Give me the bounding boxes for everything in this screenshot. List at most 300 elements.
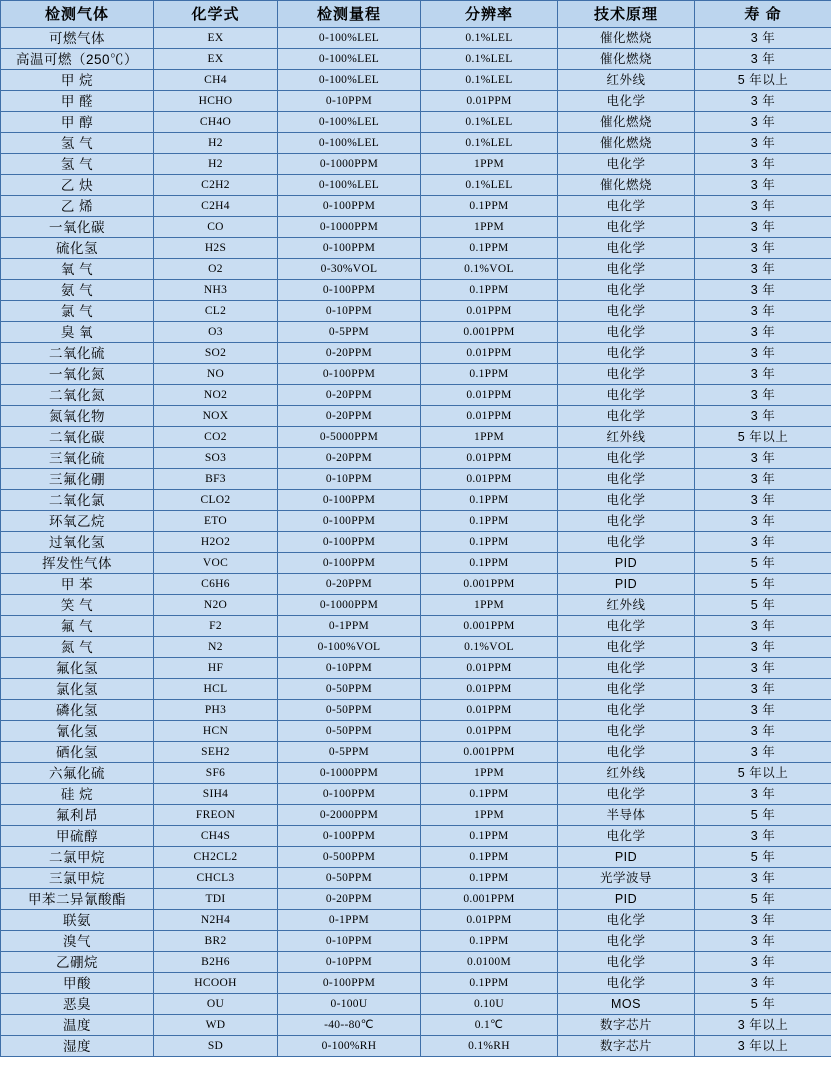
cell-resolution: 0.01PPM	[421, 700, 558, 721]
cell-formula: CO2	[154, 427, 278, 448]
cell-lifetime: 3 年	[695, 280, 831, 301]
table-row	[1, 994, 831, 1015]
cell-resolution: 0.1PPM	[421, 238, 558, 259]
cell-range: 0-1PPM	[278, 616, 421, 637]
cell-principle: 电化学	[558, 91, 695, 112]
cell-lifetime: 5 年	[695, 553, 831, 574]
cell-principle: 电化学	[558, 700, 695, 721]
cell-formula: HF	[154, 658, 278, 679]
cell-principle: 电化学	[558, 280, 695, 301]
cell-resolution: 0.001PPM	[421, 889, 558, 910]
cell-range: 0-20PPM	[278, 343, 421, 364]
table-row	[1, 658, 831, 679]
cell-principle: 红外线	[558, 427, 695, 448]
cell-resolution: 0.1PPM	[421, 553, 558, 574]
table-row	[1, 637, 831, 658]
cell-lifetime: 3 年	[695, 217, 831, 238]
cell-range: 0-5PPM	[278, 322, 421, 343]
table-row	[1, 448, 831, 469]
table-row	[1, 973, 831, 994]
cell-principle: 催化燃烧	[558, 49, 695, 70]
cell-lifetime: 3 年	[695, 322, 831, 343]
cell-formula: OU	[154, 994, 278, 1015]
cell-formula: SD	[154, 1036, 278, 1057]
cell-range: 0-100PPM	[278, 553, 421, 574]
cell-resolution: 0.10U	[421, 994, 558, 1015]
cell-gas: 高温可燃（250℃）	[1, 49, 154, 70]
cell-resolution: 0.1PPM	[421, 511, 558, 532]
cell-gas: 过氧化氢	[1, 532, 154, 553]
cell-gas: 氯 气	[1, 301, 154, 322]
cell-principle: 红外线	[558, 763, 695, 784]
cell-lifetime: 5 年	[695, 574, 831, 595]
table-row	[1, 217, 831, 238]
cell-gas: 氮 气	[1, 637, 154, 658]
table-row	[1, 154, 831, 175]
cell-principle: 电化学	[558, 679, 695, 700]
cell-lifetime: 3 年	[695, 343, 831, 364]
cell-formula: C6H6	[154, 574, 278, 595]
cell-lifetime: 3 年	[695, 658, 831, 679]
cell-lifetime: 3 年	[695, 469, 831, 490]
cell-lifetime: 5 年	[695, 994, 831, 1015]
cell-lifetime: 3 年	[695, 742, 831, 763]
cell-lifetime: 3 年	[695, 364, 831, 385]
cell-gas: 氢 气	[1, 133, 154, 154]
cell-formula: NH3	[154, 280, 278, 301]
cell-principle: 电化学	[558, 259, 695, 280]
cell-resolution: 0.001PPM	[421, 574, 558, 595]
cell-formula: VOC	[154, 553, 278, 574]
table-row	[1, 784, 831, 805]
table-row	[1, 826, 831, 847]
cell-resolution: 0.1PPM	[421, 826, 558, 847]
cell-lifetime: 3 年	[695, 259, 831, 280]
cell-resolution: 0.0100M	[421, 952, 558, 973]
cell-range: 0-1PPM	[278, 910, 421, 931]
table-row	[1, 910, 831, 931]
cell-lifetime: 3 年	[695, 511, 831, 532]
cell-formula: HCN	[154, 721, 278, 742]
cell-gas: 甲 醛	[1, 91, 154, 112]
cell-lifetime: 3 年	[695, 868, 831, 889]
cell-lifetime: 3 年	[695, 448, 831, 469]
cell-gas: 氨 气	[1, 280, 154, 301]
cell-resolution: 0.1%LEL	[421, 28, 558, 49]
cell-range: 0-5PPM	[278, 742, 421, 763]
cell-formula: NOX	[154, 406, 278, 427]
cell-formula: H2	[154, 133, 278, 154]
cell-range: 0-5000PPM	[278, 427, 421, 448]
cell-principle: 电化学	[558, 469, 695, 490]
table-row	[1, 259, 831, 280]
cell-formula: CLO2	[154, 490, 278, 511]
cell-principle: 电化学	[558, 973, 695, 994]
cell-lifetime: 3 年	[695, 301, 831, 322]
table-row	[1, 763, 831, 784]
cell-formula: SF6	[154, 763, 278, 784]
cell-formula: CH4O	[154, 112, 278, 133]
cell-gas: 三氯甲烷	[1, 868, 154, 889]
cell-formula: F2	[154, 616, 278, 637]
table-row	[1, 532, 831, 553]
cell-principle: 电化学	[558, 364, 695, 385]
cell-lifetime: 3 年	[695, 112, 831, 133]
cell-formula: H2	[154, 154, 278, 175]
table-row	[1, 28, 831, 49]
table-row	[1, 721, 831, 742]
cell-principle: 光学波导	[558, 868, 695, 889]
cell-principle: PID	[558, 889, 695, 910]
cell-formula: PH3	[154, 700, 278, 721]
cell-principle: 电化学	[558, 301, 695, 322]
cell-lifetime: 3 年	[695, 28, 831, 49]
cell-formula: B2H6	[154, 952, 278, 973]
cell-lifetime: 3 年	[695, 910, 831, 931]
cell-principle: 电化学	[558, 616, 695, 637]
cell-formula: HCHO	[154, 91, 278, 112]
table-row	[1, 469, 831, 490]
cell-gas: 二氯甲烷	[1, 847, 154, 868]
cell-resolution: 0.1PPM	[421, 532, 558, 553]
cell-lifetime: 3 年	[695, 700, 831, 721]
cell-principle: 电化学	[558, 532, 695, 553]
cell-resolution: 0.01PPM	[421, 658, 558, 679]
cell-lifetime: 3 年	[695, 532, 831, 553]
cell-resolution: 0.01PPM	[421, 406, 558, 427]
cell-principle: 电化学	[558, 658, 695, 679]
cell-resolution: 0.1PPM	[421, 490, 558, 511]
cell-resolution: 0.01PPM	[421, 91, 558, 112]
cell-formula: NO2	[154, 385, 278, 406]
table-row	[1, 364, 831, 385]
cell-formula: CO	[154, 217, 278, 238]
cell-resolution: 0.1%LEL	[421, 133, 558, 154]
cell-gas: 挥发性气体	[1, 553, 154, 574]
cell-principle: PID	[558, 553, 695, 574]
cell-gas: 氟化氢	[1, 658, 154, 679]
cell-gas: 笑 气	[1, 595, 154, 616]
cell-formula: HCL	[154, 679, 278, 700]
table-row	[1, 70, 831, 91]
cell-range: 0-100%LEL	[278, 28, 421, 49]
cell-principle: PID	[558, 574, 695, 595]
table-row	[1, 91, 831, 112]
table-row	[1, 931, 831, 952]
table-row	[1, 175, 831, 196]
cell-range: 0-100U	[278, 994, 421, 1015]
cell-range: -40--80℃	[278, 1015, 421, 1036]
cell-resolution: 0.1%VOL	[421, 259, 558, 280]
cell-resolution: 0.1PPM	[421, 847, 558, 868]
cell-lifetime: 3 年	[695, 196, 831, 217]
cell-lifetime: 3 年	[695, 490, 831, 511]
table-row	[1, 511, 831, 532]
cell-formula: HCOOH	[154, 973, 278, 994]
cell-gas: 氧 气	[1, 259, 154, 280]
cell-lifetime: 3 年	[695, 91, 831, 112]
cell-gas: 甲酸	[1, 973, 154, 994]
cell-formula: WD	[154, 1015, 278, 1036]
cell-principle: 电化学	[558, 721, 695, 742]
table-row	[1, 1036, 831, 1057]
table-row	[1, 280, 831, 301]
cell-formula: N2H4	[154, 910, 278, 931]
cell-resolution: 1PPM	[421, 805, 558, 826]
cell-principle: 电化学	[558, 784, 695, 805]
cell-range: 0-100PPM	[278, 196, 421, 217]
cell-resolution: 0.1PPM	[421, 364, 558, 385]
table-row	[1, 301, 831, 322]
cell-range: 0-100%LEL	[278, 133, 421, 154]
table-row	[1, 427, 831, 448]
cell-gas: 乙硼烷	[1, 952, 154, 973]
cell-resolution: 0.1%LEL	[421, 70, 558, 91]
cell-principle: 数字芯片	[558, 1036, 695, 1057]
cell-formula: CH4S	[154, 826, 278, 847]
cell-lifetime: 3 年	[695, 931, 831, 952]
cell-resolution: 0.01PPM	[421, 910, 558, 931]
cell-principle: 红外线	[558, 595, 695, 616]
cell-formula: N2O	[154, 595, 278, 616]
cell-resolution: 0.1PPM	[421, 196, 558, 217]
cell-range: 0-10PPM	[278, 91, 421, 112]
cell-lifetime: 3 年	[695, 238, 831, 259]
cell-formula: FREON	[154, 805, 278, 826]
cell-gas: 一氧化氮	[1, 364, 154, 385]
cell-principle: 电化学	[558, 322, 695, 343]
cell-formula: CH4	[154, 70, 278, 91]
table-row	[1, 553, 831, 574]
cell-gas: 恶臭	[1, 994, 154, 1015]
table-row	[1, 889, 831, 910]
cell-range: 0-1000PPM	[278, 217, 421, 238]
column-header-range: 检测量程	[278, 1, 421, 28]
cell-range: 0-20PPM	[278, 385, 421, 406]
cell-lifetime: 5 年	[695, 847, 831, 868]
cell-principle: 电化学	[558, 490, 695, 511]
cell-resolution: 1PPM	[421, 427, 558, 448]
column-header-lifetime: 寿 命	[695, 1, 831, 28]
cell-lifetime: 5 年以上	[695, 763, 831, 784]
cell-range: 0-100PPM	[278, 826, 421, 847]
cell-principle: 催化燃烧	[558, 175, 695, 196]
cell-resolution: 0.01PPM	[421, 448, 558, 469]
cell-range: 0-20PPM	[278, 448, 421, 469]
cell-resolution: 0.1PPM	[421, 784, 558, 805]
cell-range: 0-100PPM	[278, 280, 421, 301]
cell-range: 0-100PPM	[278, 784, 421, 805]
table-row	[1, 133, 831, 154]
cell-gas: 温度	[1, 1015, 154, 1036]
cell-gas: 可燃气体	[1, 28, 154, 49]
table-row	[1, 742, 831, 763]
cell-range: 0-100%RH	[278, 1036, 421, 1057]
table-row	[1, 385, 831, 406]
cell-resolution: 0.01PPM	[421, 343, 558, 364]
cell-resolution: 0.1%LEL	[421, 112, 558, 133]
cell-gas: 氟利昂	[1, 805, 154, 826]
cell-principle: 催化燃烧	[558, 112, 695, 133]
cell-range: 0-50PPM	[278, 679, 421, 700]
column-header-principle: 技术原理	[558, 1, 695, 28]
cell-lifetime: 3 年	[695, 952, 831, 973]
cell-principle: 电化学	[558, 406, 695, 427]
cell-principle: 催化燃烧	[558, 28, 695, 49]
cell-resolution: 0.01PPM	[421, 301, 558, 322]
cell-principle: 电化学	[558, 217, 695, 238]
table-row	[1, 952, 831, 973]
cell-resolution: 0.1℃	[421, 1015, 558, 1036]
cell-principle: 电化学	[558, 910, 695, 931]
cell-gas: 联氨	[1, 910, 154, 931]
cell-lifetime: 3 年	[695, 784, 831, 805]
cell-principle: 电化学	[558, 196, 695, 217]
cell-gas: 甲 醇	[1, 112, 154, 133]
cell-formula: BR2	[154, 931, 278, 952]
cell-range: 0-100PPM	[278, 532, 421, 553]
cell-gas: 二氧化硫	[1, 343, 154, 364]
cell-range: 0-10PPM	[278, 301, 421, 322]
cell-principle: 半导体	[558, 805, 695, 826]
cell-gas: 磷化氢	[1, 700, 154, 721]
cell-principle: 电化学	[558, 742, 695, 763]
cell-range: 0-1000PPM	[278, 595, 421, 616]
cell-range: 0-10PPM	[278, 931, 421, 952]
cell-resolution: 0.1%VOL	[421, 637, 558, 658]
cell-gas: 氮氧化物	[1, 406, 154, 427]
cell-principle: 电化学	[558, 511, 695, 532]
cell-range: 0-100%LEL	[278, 70, 421, 91]
cell-range: 0-1000PPM	[278, 154, 421, 175]
cell-gas: 二氧化碳	[1, 427, 154, 448]
cell-resolution: 0.1%RH	[421, 1036, 558, 1057]
cell-principle: 红外线	[558, 70, 695, 91]
cell-lifetime: 3 年	[695, 637, 831, 658]
cell-formula: NO	[154, 364, 278, 385]
cell-range: 0-30%VOL	[278, 259, 421, 280]
cell-resolution: 0.01PPM	[421, 469, 558, 490]
cell-principle: 催化燃烧	[558, 133, 695, 154]
table-row	[1, 679, 831, 700]
table-row	[1, 238, 831, 259]
cell-formula: CH2CL2	[154, 847, 278, 868]
cell-lifetime: 3 年以上	[695, 1015, 831, 1036]
cell-formula: SO3	[154, 448, 278, 469]
cell-formula: ETO	[154, 511, 278, 532]
cell-gas: 乙 烯	[1, 196, 154, 217]
cell-formula: H2S	[154, 238, 278, 259]
cell-resolution: 0.01PPM	[421, 721, 558, 742]
column-header-formula: 化学式	[154, 1, 278, 28]
cell-range: 0-100%VOL	[278, 637, 421, 658]
cell-lifetime: 3 年	[695, 175, 831, 196]
cell-range: 0-100PPM	[278, 490, 421, 511]
column-header-gas: 检测气体	[1, 1, 154, 28]
table-row	[1, 112, 831, 133]
cell-range: 0-20PPM	[278, 889, 421, 910]
cell-lifetime: 3 年	[695, 133, 831, 154]
cell-resolution: 0.001PPM	[421, 322, 558, 343]
table-row	[1, 196, 831, 217]
cell-lifetime: 3 年	[695, 721, 831, 742]
cell-gas: 乙 炔	[1, 175, 154, 196]
cell-range: 0-100%LEL	[278, 112, 421, 133]
cell-lifetime: 5 年	[695, 889, 831, 910]
table-row	[1, 595, 831, 616]
cell-principle: 电化学	[558, 826, 695, 847]
cell-principle: 电化学	[558, 154, 695, 175]
table-row	[1, 490, 831, 511]
cell-range: 0-2000PPM	[278, 805, 421, 826]
cell-principle: 电化学	[558, 343, 695, 364]
cell-gas: 臭 氧	[1, 322, 154, 343]
table-row	[1, 700, 831, 721]
cell-resolution: 1PPM	[421, 217, 558, 238]
table-row	[1, 574, 831, 595]
cell-formula: SIH4	[154, 784, 278, 805]
cell-formula: CHCL3	[154, 868, 278, 889]
cell-resolution: 0.01PPM	[421, 385, 558, 406]
cell-principle: 电化学	[558, 448, 695, 469]
cell-range: 0-50PPM	[278, 700, 421, 721]
cell-gas: 二氧化氮	[1, 385, 154, 406]
cell-range: 0-1000PPM	[278, 763, 421, 784]
cell-lifetime: 3 年	[695, 385, 831, 406]
cell-principle: 电化学	[558, 637, 695, 658]
cell-gas: 氢 气	[1, 154, 154, 175]
table-row	[1, 805, 831, 826]
cell-gas: 硒化氢	[1, 742, 154, 763]
cell-formula: C2H2	[154, 175, 278, 196]
cell-formula: EX	[154, 49, 278, 70]
cell-resolution: 0.1PPM	[421, 931, 558, 952]
cell-formula: SO2	[154, 343, 278, 364]
cell-formula: CL2	[154, 301, 278, 322]
cell-gas: 环氧乙烷	[1, 511, 154, 532]
cell-gas: 硫化氢	[1, 238, 154, 259]
table-row	[1, 847, 831, 868]
cell-range: 0-20PPM	[278, 406, 421, 427]
table-header-row	[1, 1, 831, 28]
cell-lifetime: 3 年	[695, 616, 831, 637]
cell-principle: 数字芯片	[558, 1015, 695, 1036]
cell-range: 0-50PPM	[278, 868, 421, 889]
cell-gas: 三氟化硼	[1, 469, 154, 490]
cell-gas: 甲 烷	[1, 70, 154, 91]
cell-resolution: 0.001PPM	[421, 742, 558, 763]
table-row	[1, 406, 831, 427]
cell-principle: 电化学	[558, 385, 695, 406]
table-row	[1, 322, 831, 343]
cell-lifetime: 3 年	[695, 826, 831, 847]
cell-principle: 电化学	[558, 952, 695, 973]
cell-lifetime: 3 年	[695, 49, 831, 70]
cell-range: 0-100PPM	[278, 364, 421, 385]
cell-formula: SEH2	[154, 742, 278, 763]
cell-formula: TDI	[154, 889, 278, 910]
cell-resolution: 1PPM	[421, 595, 558, 616]
cell-range: 0-100%LEL	[278, 49, 421, 70]
cell-gas: 甲硫醇	[1, 826, 154, 847]
cell-gas: 二氧化氯	[1, 490, 154, 511]
cell-resolution: 0.1PPM	[421, 868, 558, 889]
cell-gas: 一氧化碳	[1, 217, 154, 238]
cell-range: 0-100PPM	[278, 511, 421, 532]
cell-gas: 甲苯二异氰酸酯	[1, 889, 154, 910]
cell-range: 0-500PPM	[278, 847, 421, 868]
cell-gas: 氟 气	[1, 616, 154, 637]
